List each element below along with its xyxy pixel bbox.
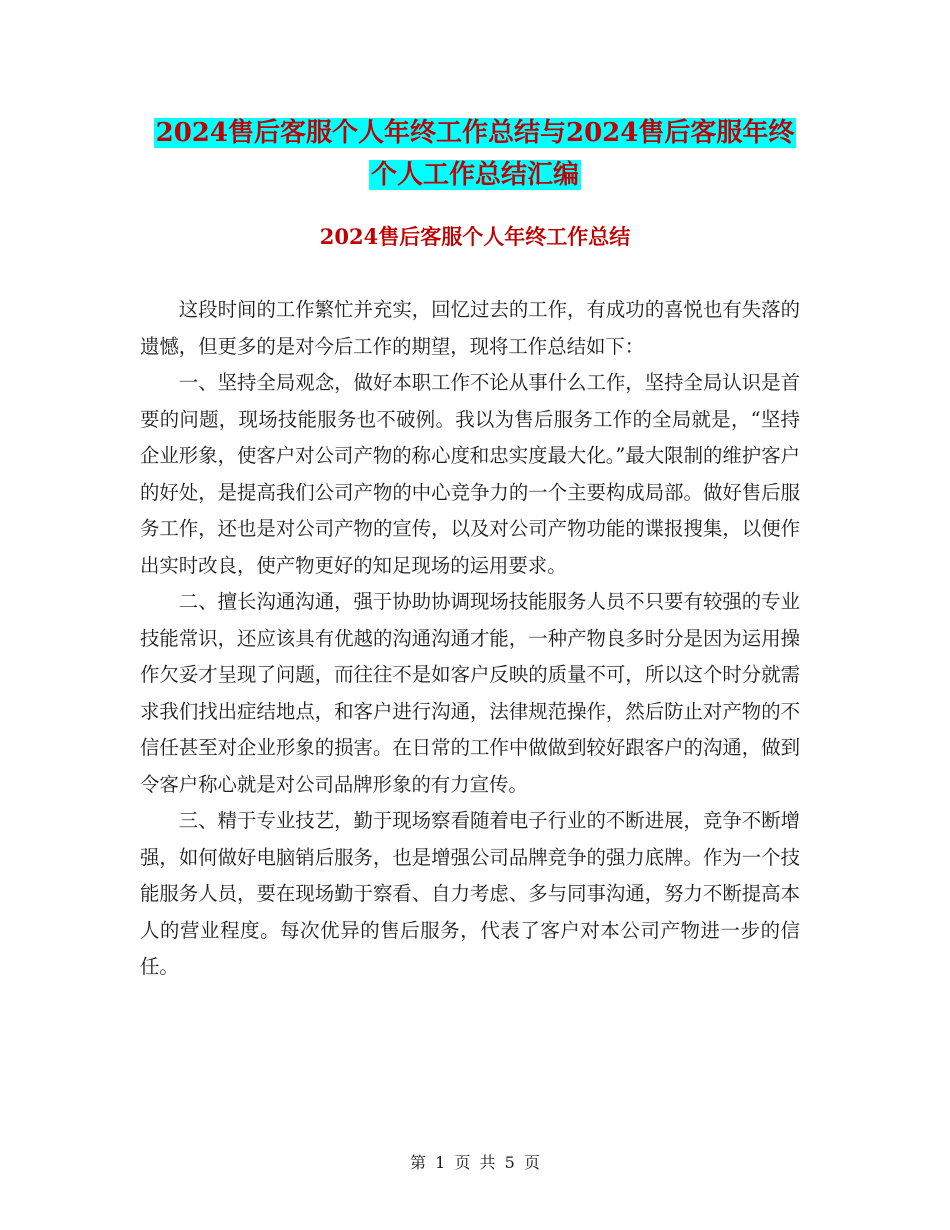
document-title <box>140 112 810 196</box>
paragraph-point-3: 三、精于专业技艺，勤于现场察看随着电子行业的不断进展，竞争不断增强，如何做好电脑销后服务，也是增强公司品牌竞争的强力底牌。作为一个技能服务人员，要在现场勤于察看、自力考虑、多与同事沟通，努力不断提高本人的营业程度。每次优异的售后服务，代表了客户对本公司产物进一步的信任。 <box>140 809 800 978</box>
page-prefix: 第 <box>410 1153 427 1172</box>
document-title-line-1: 2024售后客服个人年终工作总结与2024售后客服年终 <box>155 118 795 148</box>
page-unit: 页 <box>454 1153 471 1172</box>
total-pages: 5 <box>504 1153 515 1172</box>
total-prefix: 共 <box>479 1153 496 1172</box>
section-title: 2024售后客服个人年终工作总结 <box>319 224 631 249</box>
page-number: 1 <box>435 1153 446 1172</box>
document-body <box>140 292 800 986</box>
total-unit: 页 <box>523 1153 540 1172</box>
page-footer <box>0 1151 950 1175</box>
paragraph-point-1: 一、坚持全局观念，做好本职工作不论从事什么工作，坚持全局认识是首要的问题，现场技能服务也不破例。我以为售后服务工作的全局就是，“坚持企业形象，使客户对公司产物的称心度和忠实度最大化。”最大限制的维护客户的好处，是提高我们公司产物的中心竞争力的一个主要构成局部。做好售后服务工作，还也是对公司产物的宣传，以及对公司产物功能的谍报搜集，以便作出实时改良，使产物更好的知足现场的运用要求。 <box>140 371 800 577</box>
document-title-line-2: 个人工作总结汇编 <box>370 160 579 190</box>
paragraph-intro: 这段时间的工作繁忙并充实，回忆过去的工作，有成功的喜悦也有失落的遗憾，但更多的是对今后工作的期望，现将工作总结如下： <box>140 298 800 358</box>
paragraph-point-2: 二、擅长沟通沟通，强于协助协调现场技能服务人员不只要有较强的专业技能常识，还应该具有优越的沟通沟通才能，一种产物良多时分是因为运用操作欠妥才呈现了问题，而往往不是如客户反映的质量不可，所以这个时分就需求我们找出症结地点，和客户进行沟通，法律规范操作，然后防止对产物的不信任甚至对企业形象的损害。在日常的工作中做做到较好跟客户的沟通，做到令客户称心就是对公司品牌形象的有力宣传。 <box>140 590 800 796</box>
